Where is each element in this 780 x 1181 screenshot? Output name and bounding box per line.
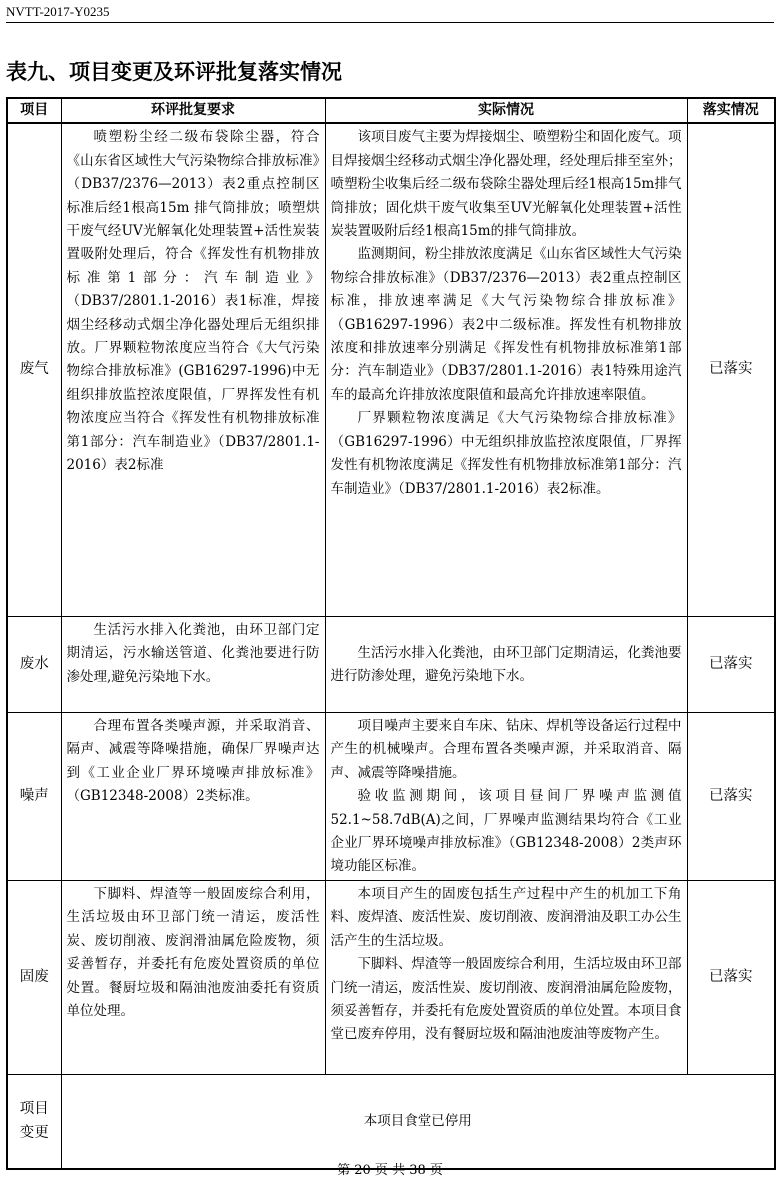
column-header-actual: 实际情况	[325, 98, 687, 123]
row-category: 固废	[7, 880, 61, 1074]
actual-paragraph: 项目噪声主要来自车床、钻床、焊机等设备运行过程中产生的机械噪声。合理布置各类噪声源，并采取消音、隔声、减震等降噪措施。	[330, 717, 682, 781]
project-change-note: 本项目食堂已停用	[61, 1074, 775, 1169]
row-category: 噪声	[7, 712, 61, 880]
row-requirement	[61, 880, 325, 1074]
actual-paragraph: 本项目产生的固废包括生产过程中产生的机加工下角料、废焊渣、废活性炭、废切削液、废润滑油及职工办公生活产生的生活垃圾。	[330, 885, 682, 949]
row-actual	[325, 880, 687, 1074]
actual-paragraph: 验收监测期间，该项目昼间厂界噪声监测值52.1~58.7dB(A)之间，厂界噪声监测结果均符合《工业企业厂界环境噪声排放标准》（GB12348-2008）2类声环境功能区标准。	[330, 788, 682, 875]
row-category: 废水	[7, 616, 61, 712]
row-status: 已落实	[687, 712, 775, 880]
actual-paragraph: 生活污水排入化粪池，由环卫部门定期清运，化粪池要进行防渗处理，避免污染地下水。	[330, 645, 682, 685]
row-status: 已落实	[687, 123, 775, 616]
compliance-table	[6, 97, 776, 1170]
header-rule	[6, 22, 774, 23]
actual-paragraph: 监测期间，粉尘排放浓度满足《山东省区域性大气污染物综合排放标准》（DB37/2376—2013）表2重点控制区标准，排放速率满足《大气污染物综合排放标准》（GB16297-1996）表2中二级标准。挥发性有机物排放浓度和排放速率分别满足《挥发性有机物排放标准第1部分：汽车制造业》（DB37/2801.1-2016）表1特殊用途汽车的最高允许排放浓度限值和最高允许排放速率限值。	[330, 246, 682, 403]
table-row-waste-gas	[7, 123, 775, 616]
table-row-project-change	[7, 1074, 775, 1169]
row-status: 已落实	[687, 880, 775, 1074]
row-status: 已落实	[687, 616, 775, 712]
actual-paragraph: 厂界颗粒物浓度满足《大气污染物综合排放标准》（GB16297-1996）中无组织排放监控浓度限值，厂界挥发性有机物浓度满足《挥发性有机物排放标准第1部分：汽车制造业》（DB37/2801.1-2016）表2标准。	[330, 410, 682, 497]
row-actual	[325, 123, 687, 616]
row-requirement	[61, 123, 325, 616]
requirement-paragraph: 生活污水排入化粪池，由环卫部门定期清运，污水输送管道、化粪池要进行防渗处理,避免污染地下水。	[66, 621, 320, 685]
table-row-waste-water	[7, 616, 775, 712]
requirement-paragraph: 下脚料、焊渣等一般固废综合利用，生活垃圾由环卫部门统一清运，废活性炭、废切削液、废润滑油属危险废物，须妥善暂存，并委托有危废处置资质的单位处置。餐厨垃圾和隔油池废油委托有资质单位处理。	[66, 885, 320, 1019]
table-row-solid-waste	[7, 880, 775, 1074]
section-title: 表九、项目变更及环评批复落实情况	[6, 60, 342, 84]
column-header-item: 项目	[7, 98, 61, 123]
document-id: NVTT-2017-Y0235	[6, 4, 110, 19]
row-actual	[325, 712, 687, 880]
row-category: 项目 变更	[7, 1074, 61, 1169]
actual-paragraph: 下脚料、焊渣等一般固废综合利用，生活垃圾由环卫部门统一清运，废活性炭、废切削液、废润滑油属危险废物，须妥善暂存，并委托有危废处置资质的单位处置。本项目食堂已废弃停用，没有餐厨垃圾和隔油池废油等废物产生。	[330, 956, 682, 1043]
table-header-row	[7, 98, 775, 123]
row-actual	[325, 616, 687, 712]
page-number: 第 20 页 共 38 页	[337, 1163, 443, 1178]
column-header-status: 落实情况	[687, 98, 775, 123]
table-row-noise	[7, 712, 775, 880]
actual-paragraph: 该项目废气主要为焊接烟尘、喷塑粉尘和固化废气。项目焊接烟尘经移动式烟尘净化器处理，经处理后排至室外；喷塑粉尘收集后经二级布袋除尘器处理后经1根高15m排气筒排放；固化烘干废气收集至UV光解氧化处理装置+活性炭装置吸附后经1根高15m的排气筒排放。	[330, 129, 682, 240]
column-header-requirement: 环评批复要求	[61, 98, 325, 123]
requirement-paragraph: 喷塑粉尘经二级布袋除尘器，符合《山东省区域性大气污染物综合排放标准》（DB37/2376—2013）表2重点控制区标准后经1根高15m 排气筒排放；喷塑烘干废气经UV光解氧化处理装置+活性炭装置吸附处理后，符合《挥发性有机物排放标准第1部分：汽车制造业》（DB37/2801.1-2016）表1标准，焊接烟尘经移动式烟尘净化器处理后无组织排放。厂界颗粒物浓度应当符合《大气污染物综合排放标准》(GB16297-1996)中无组织排放监控浓度限值，厂界挥发性有机物浓度应当符合《挥发性有机物排放标准第1部分：汽车制造业》（DB37/2801.1-2016）表2标准	[66, 129, 320, 474]
requirement-paragraph: 合理布置各类噪声源，并采取消音、隔声、减震等降噪措施，确保厂界噪声达到《工业企业厂界环境噪声排放标准》（GB12348-2008）2类标准。	[66, 717, 320, 805]
row-requirement	[61, 712, 325, 880]
row-requirement	[61, 616, 325, 712]
row-category: 废气	[7, 123, 61, 616]
